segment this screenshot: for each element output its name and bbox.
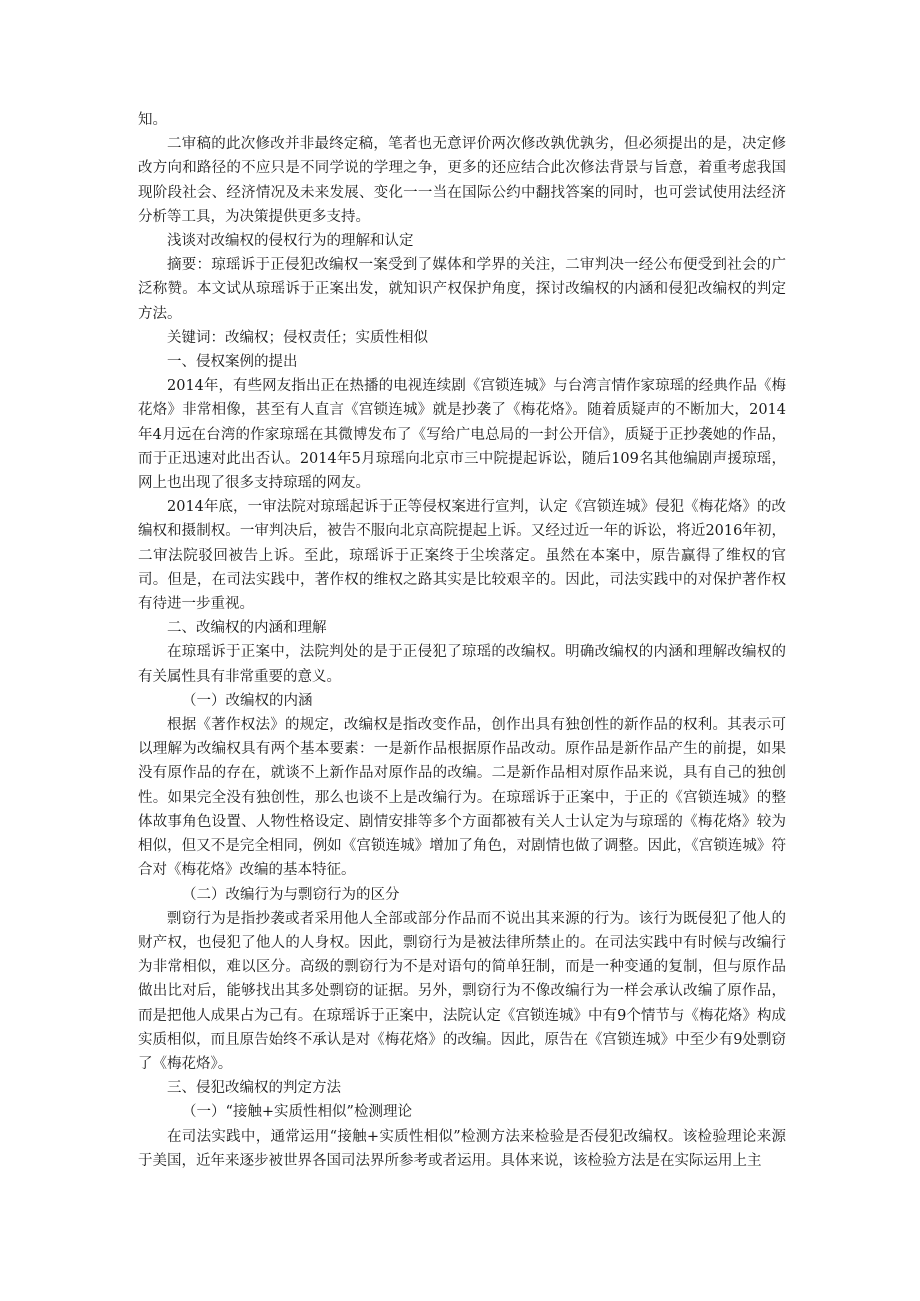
paragraph-revision-note: 二审稿的此次修改并非最终定稿，笔者也无意评价两次修改孰优孰劣，但必须提出的是，决定修改方向和路径的不应只是不同学说的学理之争，更多的还应结合此次修法背景与旨意，着重考虑我国现阶段社会、经济情况及未来发展、变化一一当在国际公约中翻找答案的同时，也可尝试使用法经济分析等工具，为决策提供更多支持。 (138, 136, 786, 225)
paragraph-keywords: 关键词：改编权；侵权责任；实质性相似 (167, 329, 428, 346)
paragraph-case-2014: 2014年，有些网友指出正在热播的电视连续剧《宫锁连城》与台湾言情作家琼瑶的经典作品《梅花烙》非常相像，甚至有人直言《宫锁连城》就是抄袭了《梅花烙》。随着质疑声的不断加大，2014年4月远在台湾的作家琼瑶在其微博发布了《写给广电总局的一封公开信》，质疑于正抄袭她的作品，而于正迅速对此出否认。2014年5月琼瑶向北京市三中院提起诉讼，随后109名其他编剧声援琼瑶，网上也出现了很多支持琼瑶的网友。 (138, 378, 786, 492)
subsection-heading-2-1: （一）改编权的内涵 (182, 692, 313, 709)
paragraph-contact-test: 在司法实践中，通常运用“接触+实质性相似”检测方法来检验是否侵犯改编权。该检验理论来源于美国，近年来逐步被世界各国司法界所参考或者运用。具体来说，该检验方法是在实际运用上主 (138, 1128, 786, 1169)
paragraph-judgment: 2014年底，一审法院对琼瑶起诉于正等侵权案进行宣判，认定《宫锁连城》侵犯《梅花烙》的改编权和摄制权。一审判决后，被告不服向北京高院提起上诉。又经过近一年的诉讼，将近2016年初，二审法院驳回被告上诉。至此，琼瑶诉于正案终于尘埃落定。虽然在本案中，原告赢得了维权的官司。但是，在司法实践中，著作权的维权之路其实是比较艰辛的。因此，司法实践中的对保护著作权有待进一步重视。 (138, 499, 786, 613)
section-heading-1: 一、侵权案例的提出 (167, 354, 298, 371)
paragraph-adaptation-intro: 在琼瑶诉于正案中，法院判处的是于正侵犯了琼瑶的改编权。明确改编权的内涵和理解改编权的有关属性具有非常重要的意义。 (138, 644, 786, 685)
section-heading-2: 二、改编权的内涵和理解 (167, 620, 327, 637)
article-title: 浅谈对改编权的侵权行为的理解和认定 (167, 233, 414, 250)
document-page (138, 108, 786, 1173)
section-heading-3: 三、侵犯改编权的判定方法 (167, 1080, 341, 1097)
subsection-heading-2-2: （二）改编行为与剽窃行为的区分 (182, 886, 400, 903)
subsection-heading-3-1: （一）“接触+实质性相似”检测理论 (182, 1104, 412, 1121)
paragraph-adaptation-meaning: 根据《著作权法》的规定，改编权是指改变作品，创作出具有独创性的新作品的权利。其表示可以理解为改编权具有两个基本要素：一是新作品根据原作品改动。原作品是新作品产生的前提，如果没有原作品的存在，就谈不上新作品对原作品的改编。二是新作品相对原作品来说，具有自己的独创性。如果完全没有独创性，那么也谈不上是改编行为。在琼瑶诉于正案中，于正的《宫锁连城》的整体故事角色设置、人物性格设定、剧情安排等多个方面都被有关人士认定为与琼瑶的《梅花烙》较为相似，但又不是完全相同，例如《宫锁连城》增加了角色，对剧情也做了调整。因此，《宫锁连城》符合对《梅花烙》改编的基本特征。 (138, 717, 786, 879)
paragraph-continuation: 知。 (138, 112, 167, 128)
paragraph-abstract: 摘要：琼瑶诉于正侵犯改编权一案受到了媒体和学界的关注，二审判决一经公布便受到社会的广泛称赞。本文试从琼瑶诉于正案出发，就知识产权保护角度，探讨改编权的内涵和侵犯改编权的判定方法。 (138, 257, 786, 322)
paragraph-plagiarism: 剽窃行为是指抄袭或者采用他人全部或部分作品而不说出其来源的行为。该行为既侵犯了他人的财产权，也侵犯了他人的人身权。因此，剽窃行为是被法律所禁止的。在司法实践中有时候与改编行为非常相似，难以区分。高级的剽窃行为不是对语句的简单狂制，而是一种变通的复制，但与原作品做出比对后，能够找出其多处剽窃的证据。另外，剽窃行为不像改编行为一样会承认改编了原作品，而是把他人成果占为己有。在琼瑶诉于正案中，法院认定《宫锁连城》中有9个情节与《梅花烙》构成实质相似，而且原告始终不承认是对《梅花烙》的改编。因此，原告在《宫锁连城》中至少有9处剽窃了《梅花烙》。 (138, 910, 786, 1072)
